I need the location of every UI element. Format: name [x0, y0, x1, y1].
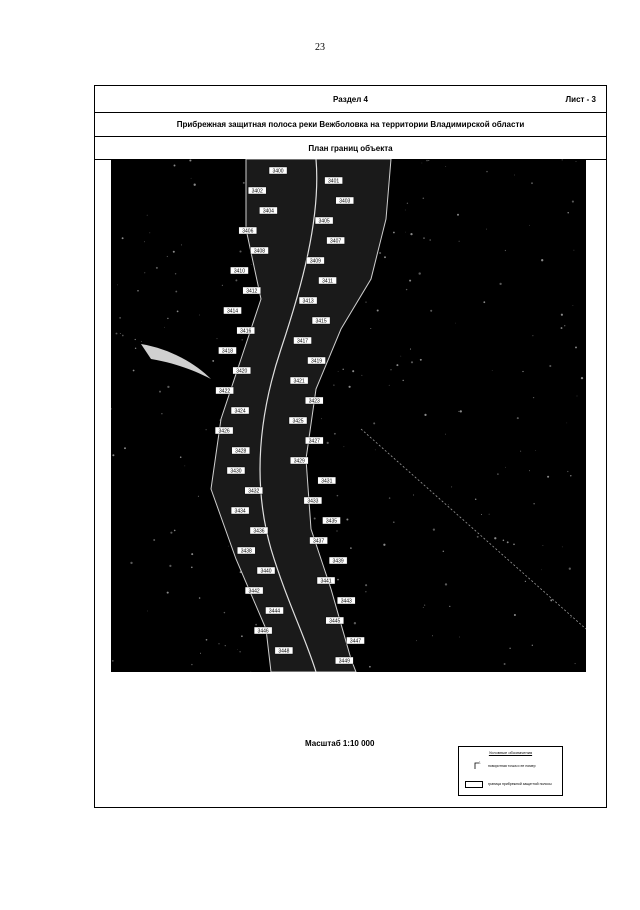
point-label: 3438: [240, 548, 252, 555]
boundary-swatch-icon: [465, 781, 483, 788]
point-label: 3421: [293, 378, 305, 385]
point-label: 3417: [296, 338, 309, 345]
page-number: 23: [315, 42, 325, 53]
point-label: 3418: [221, 348, 234, 355]
point-label: 3437: [313, 538, 325, 545]
point-label: 3431: [321, 478, 333, 485]
header-row: [95, 86, 606, 113]
document-title: Прибрежная защитная полоса реки Вежболовка на территории Владимирской области: [176, 120, 525, 129]
boundary-map: [111, 159, 586, 672]
point-label: 3409: [309, 258, 321, 265]
point-label: 3404: [262, 208, 274, 215]
title-row: [95, 112, 606, 137]
scale-label: Масштаб 1:10 000: [305, 739, 375, 748]
point-label: 3432: [248, 488, 260, 495]
map-canvas: [111, 159, 586, 672]
point-label: 3425: [292, 418, 304, 425]
point-label: 3441: [320, 578, 332, 585]
turning-point-icon: [474, 761, 482, 769]
svg-text:1: 1: [479, 761, 481, 765]
point-label: 3411: [322, 278, 333, 285]
section-label: Раздел 4: [332, 95, 369, 104]
point-label: 3401: [328, 178, 340, 185]
point-label: 3413: [302, 298, 314, 305]
point-label: 3410: [233, 268, 245, 275]
point-label: 3412: [246, 288, 258, 295]
point-label: 3419: [310, 358, 323, 365]
point-label: 3427: [308, 438, 320, 445]
subtitle-row: [95, 136, 606, 160]
point-label: 3400: [272, 168, 284, 175]
legend-box: [458, 746, 563, 796]
point-label: 3406: [242, 228, 254, 235]
point-label: 3435: [325, 518, 338, 525]
point-label: 3443: [340, 598, 352, 605]
point-label: 3445: [329, 618, 341, 625]
point-label: 3430: [230, 468, 242, 475]
document-subtitle: План границ объекта: [308, 144, 393, 153]
legend-item-label: поворотная точка и ее номер: [488, 764, 536, 768]
point-label: 3414: [226, 308, 239, 315]
point-label: 3428: [235, 448, 247, 455]
point-label: 3442: [248, 588, 260, 595]
point-label: 3439: [332, 558, 344, 565]
point-label: 3424: [234, 408, 246, 415]
legend-item-label: граница прибрежной защитной полосы: [488, 782, 552, 786]
point-label: 3446: [257, 628, 269, 635]
point-label: 3422: [219, 388, 231, 395]
legend-title: Условные обозначения: [488, 750, 533, 755]
point-label: 3433: [307, 498, 319, 505]
point-label: 3407: [330, 238, 342, 245]
point-label: 3436: [253, 528, 265, 535]
point-label: 3402: [251, 188, 263, 195]
point-label: 3416: [240, 328, 252, 335]
point-label: 3426: [218, 428, 230, 435]
point-label: 3440: [260, 568, 272, 575]
point-label: 3403: [339, 198, 351, 205]
point-label: 3415: [315, 318, 327, 325]
point-label: 3434: [234, 508, 246, 515]
legend-item-boundary: [463, 780, 558, 790]
point-label: 3423: [308, 398, 320, 405]
point-label: 3408: [253, 248, 266, 255]
point-label: 3429: [293, 458, 305, 465]
legend-item-point: [463, 761, 558, 771]
sheet-label: Лист - 3: [565, 95, 596, 104]
point-label: 3405: [318, 218, 330, 225]
point-label: 3444: [268, 608, 281, 615]
point-label: 3449: [338, 658, 350, 665]
point-label: 3448: [278, 648, 290, 655]
point-label: 3420: [236, 368, 248, 375]
point-label: 3447: [349, 638, 362, 645]
